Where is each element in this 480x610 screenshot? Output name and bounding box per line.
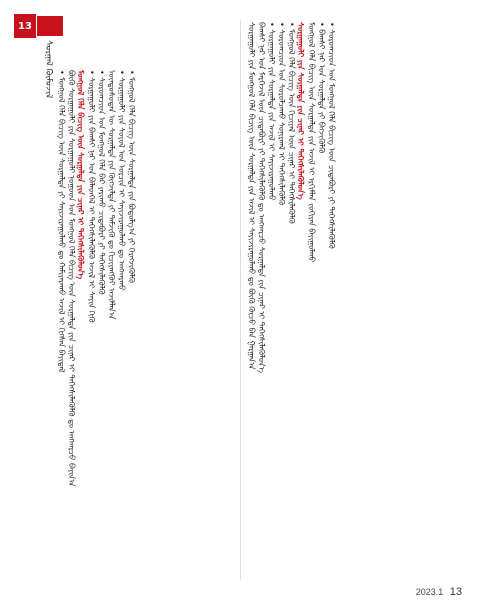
page-footer (416, 586, 462, 598)
paragraph: ᠪᠦᠬᠦ ᠰᠤᠷᠭᠠᠭᠤᠯᠢ ᠶᠢᠨ ᠰᠤᠷᠭᠠᠭᠤᠯᠢ ᠨᠤᠭᠤᠳ ᠤᠨ ᠮᠣᠩᠭᠣᠯ ᠬᠡᠯᠡ ᠪᠢᠴᠢᠭ ᠦᠨ ᠰᠤᠷᠭᠠᠯᠲᠠ ᠶᠢᠨ ᠴᠢᠨᠠᠷ ᠢ ᠳᠡᠭᠡᠭᠰᠢᠯᠡᠭᠦᠯᠬᠦ ᠳᠤ ᠠᠩᠬᠠᠷᠴᠤ ᠪᠠᠶᠢᠨ᠎ᠠ (67, 70, 76, 487)
section-badge (14, 14, 36, 38)
bullet-paragraph: • ᠰᠤᠷᠭᠠᠭᠤᠯᠢ ᠶᠢᠨ ᠰᠤᠷᠭᠠᠯᠲᠠ ᠶᠢᠨ ᠠᠵᠢᠯ ᠢ ᠰᠠᠶᠢᠵᠢᠷᠠᠭᠤᠯᠬᠤ (267, 22, 276, 201)
highlight-heading: ᠮᠣᠩᠭᠣᠯ ᠬᠡᠯᠡ ᠪᠢᠴᠢᠭ ᠦᠨ ᠰᠤᠷᠭᠠᠯᠲᠠ ᠶᠢᠨ ᠴᠢᠨᠠᠷ ᠢ ᠳᠡᠭᠡᠭᠰᠢᠯᠡᠭᠦᠯᠦᠨ᠎ᠡ (76, 70, 86, 280)
bullet-paragraph: • ᠮᠣᠩᠭᠣᠯ ᠬᠡᠯᠡ ᠪᠢᠴᠢᠭ ᠦᠨ ᠰᠤᠷᠭᠠᠯᠲᠠ ᠶᠢ ᠰᠠᠶᠢᠵᠢᠷᠠᠭᠤᠯᠬᠤ ᠳᠤ ᠬᠠᠮᠢᠶᠠᠷᠠᠬᠤ ᠠᠵᠢᠯ ᠢ ᠬᠢᠭᠰᠡᠨ ᠪᠠᠶᠢᠳᠠᠯ (57, 70, 66, 373)
badge-number: 13 (18, 20, 32, 32)
bullet-paragraph: • ᠰᠤᠷᠭᠠᠭᠤᠯᠢ ᠶᠢᠨ ᠰᠤᠶᠤᠯ ᠤᠨ ᠣᠷᠴᠢᠨ ᠢ ᠰᠠᠶᠢᠵᠢᠷᠠᠭᠤᠯᠬᠤ ᠳᠤ ᠠᠩᠬᠠᠷᠬᠤ (117, 70, 126, 291)
bullet-paragraph: • ᠰᠤᠷᠤᠭᠴᠢᠳ ᠤᠨ ᠰᠤᠷᠤᠯᠴᠠᠬᠤ ᠰᠣᠨᠢᠷᠬᠠᠯ ᠢ ᠳᠡᠭᠡᠭᠰᠢᠯᠡᠭᠦᠯᠬᠦ (277, 22, 286, 206)
paragraph: ᠰᠤᠷᠭᠠᠭᠤᠯᠢ ᠶᠢᠨ ᠮᠣᠩᠭᠣᠯ ᠬᠡᠯᠡ ᠪᠢᠴᠢᠭ ᠦᠨ ᠰᠤᠷᠭᠠᠯᠲᠠ ᠶᠢᠨ ᠠᠵᠢᠯ ᠢ ᠰᠠᠶᠢᠵᠢᠷᠠᠭᠤᠯᠬᠤ ᠳᠤ ᠪᠦᠬᠦ ᠬᠦᠴᠦ ᠪᠡᠨ ᠭᠠᠷᠭᠠᠨ᠎ᠠ (247, 22, 256, 370)
bullet-paragraph: • ᠰᠤᠷᠤᠭᠴᠢᠳ ᠤᠨ ᠮᠣᠩᠭᠣᠯ ᠬᠡᠯᠡ ᠪᠡᠷ ᠶᠠᠷᠢᠬᠤ ᠴᠢᠳᠠᠪᠤᠷᠢ ᠶᠢ ᠳᠡᠭᠡᠭᠰᠢᠯᠡᠭᠦᠯᠬᠦ (97, 70, 106, 295)
bullet-paragraph: • ᠮᠣᠩᠭᠣᠯ ᠬᠡᠯᠡ ᠪᠢᠴᠢᠭ ᠦᠨ ᠬᠢᠴᠢᠶᠡᠯ ᠦᠨ ᠴᠢᠨᠠᠷ ᠢ ᠳᠡᠭᠡᠭᠰᠢᠯᠡᠭᠦᠯᠬᠦ (287, 22, 296, 224)
highlight-heading: ᠰᠤᠷᠭᠠᠭᠤᠯᠢ ᠶᠢᠨ ᠰᠤᠷᠭᠠᠯᠲᠠ ᠶᠢᠨ ᠴᠢᠨᠠᠷ ᠢ ᠳᠡᠭᠡᠭᠰᠢᠯᠡᠭᠦᠯᠦᠨ᠎ᠡ (296, 22, 306, 200)
bullet-paragraph: • ᠰᠤᠷᠤᠭᠴᠢᠳ ᠤᠨ ᠮᠣᠩᠭᠣᠯ ᠬᠡᠯᠡ ᠪᠢᠴᠢᠭ ᠦᠨ ᠴᠢᠳᠠᠪᠤᠷᠢ ᠶᠢ ᠳᠡᠭᠡᠭᠰᠢᠯᠡᠭᠦᠯᠬᠦ (327, 22, 336, 249)
bullet-paragraph: • ᠰᠤᠷᠭᠠᠭᠤᠯᠢ ᠶᠢᠨ ᠪᠠᠭᠰᠢ ᠨᠠᠷ ᠤᠨ ᠪᠡᠯᠡᠳᠬᠡᠯ ᠢ ᠳᠡᠭᠡᠭᠰᠢᠯᠡᠭᠦᠯᠬᠦ ᠠᠵᠢᠯ ᠢ ᠰᠠᠶᠢᠨ ᠬᠢᠬᠦ (87, 70, 96, 323)
bullet-paragraph: • ᠪᠠᠭᠰᠢ ᠨᠠᠷ ᠤᠨ ᠰᠤᠷᠭᠠᠯᠲᠠ ᠶᠢ ᠪᠡᠬᠵᠢᠭᠦᠯᠬᠦ (317, 22, 326, 154)
bullet-paragraph: • ᠮᠣᠩᠭᠣᠯ ᠬᠡᠯᠡ ᠪᠢᠴᠢᠭ ᠦᠨ ᠰᠤᠷᠭᠠᠯᠲᠠ ᠶᠢᠨ ᠪᠣᠳᠤᠯᠭ᠎ᠠ ᠶᠢ ᠬᠡᠷᠡᠭᠵᠢᠭᠦᠯᠬᠦ (127, 70, 136, 284)
left-column (56, 70, 233, 580)
paragraph: ᠦᠨᠳᠦᠰᠦᠲᠡᠨ ᠦ ᠰᠤᠷᠭᠠᠯᠲᠠ ᠶᠢᠨ ᠬᠥᠭᠵᠢᠯᠲᠡ ᠶᠢ ᠳᠡᠮᠵᠢᠬᠦ ᠳᠤ ᠬᠢᠴᠢᠶᠡᠩᠭᠦᠢ ᠠᠵᠢᠯᠯᠠᠨ᠎ᠠ (107, 70, 116, 320)
right-column (246, 22, 468, 578)
paragraph: ᠪᠠᠭᠰᠢ ᠨᠠᠷ ᠤᠨ ᠮᠡᠷᠭᠡᠵᠢᠯ ᠦᠨ ᠴᠢᠳᠠᠪᠤᠷᠢ ᠶᠢ ᠳᠡᠭᠡᠭᠰᠢᠯᠡᠭᠦᠯᠬᠦ ᠳᠤ ᠠᠩᠬᠠᠷᠴᠤ ᠰᠤᠷᠭᠠᠯᠲᠠ ᠶᠢᠨ ᠴᠢᠨᠠᠷ ᠢ ᠳᠡᠭᠡᠭᠰᠢᠯᠡᠭᠦᠯᠦᠨ᠎ᠡ (257, 22, 266, 373)
page-number: 13 (449, 586, 462, 598)
section-title: ᠰᠤᠷᠭᠠᠯ ᠬᠦᠮᠦᠵᠢᠯ (43, 40, 53, 99)
column-divider (240, 20, 241, 580)
section-badge-tab (37, 16, 63, 36)
paragraph: ᠮᠣᠩᠭᠣᠯ ᠬᠡᠯᠡ ᠪᠢᠴᠢᠭ ᠦᠨ ᠰᠤᠷᠭᠠᠯᠲᠠ ᠶᠢᠨ ᠠᠵᠢᠯ ᠢ ᠡᠷᠬᠢᠮᠯᠡᠨ ᠵᠣᠬᠢᠶᠠᠨ ᠪᠠᠶᠢᠭᠤᠯᠬᠤ (307, 22, 316, 263)
issue-label: 2023.1 (415, 587, 444, 597)
